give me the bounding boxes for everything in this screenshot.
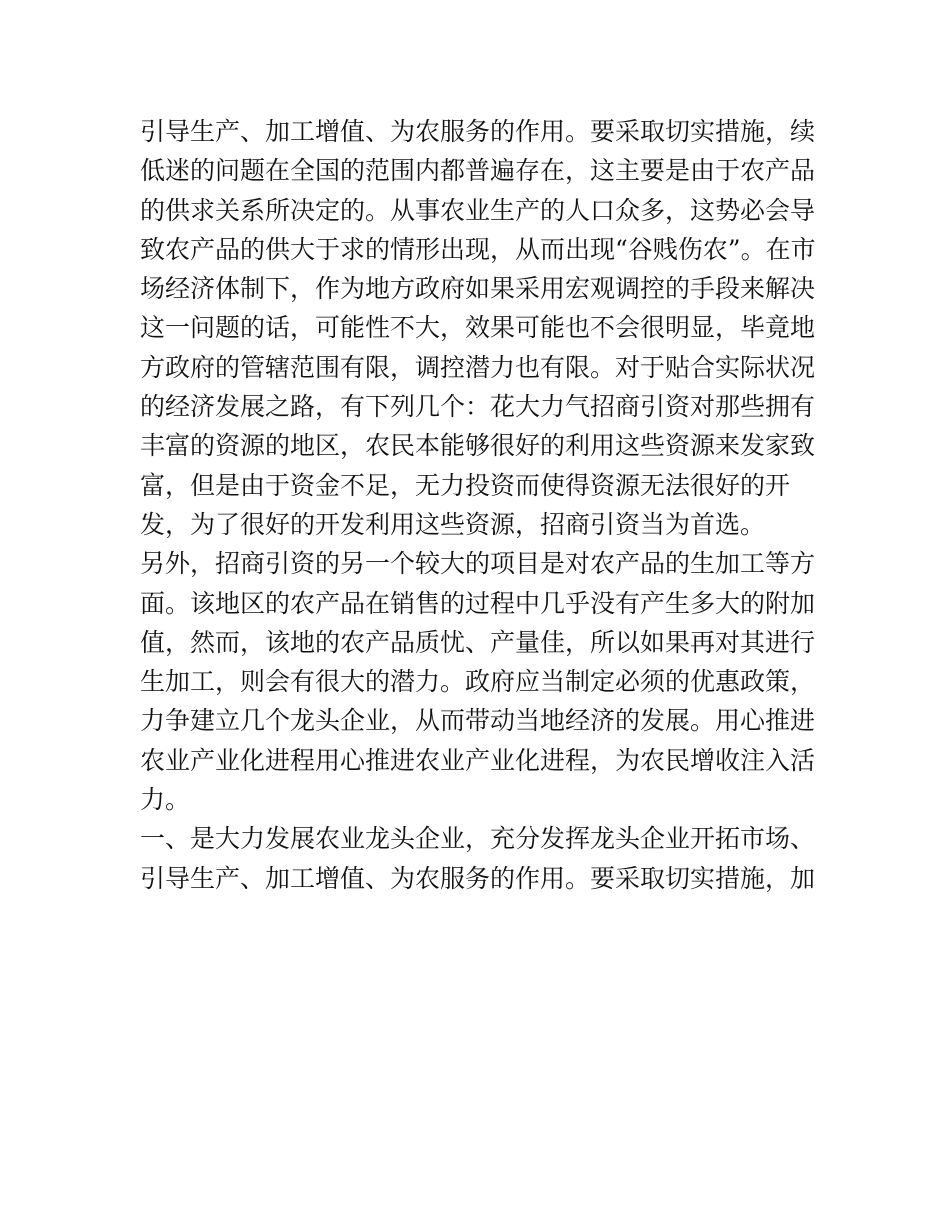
text-line: 力争建立几个龙头企业，从而带动当地经济的发展。用心推进 xyxy=(140,706,816,736)
text-line: 的供求关系所决定的。从事农业生产的人口众多，这势必会导 xyxy=(140,195,816,225)
text-line: 生加工，则会有很大的潜力。政府应当制定必须的优惠政策， xyxy=(140,667,816,697)
text-line: 这一问题的话，可能性不大，效果可能也不会很明显，毕竟地 xyxy=(140,313,816,343)
text-line: 富，但是由于资金不足，无力投资而使得资源无法很好的开 xyxy=(140,470,791,500)
text-line: 场经济体制下，作为地方政府如果采用宏观调控的手段来解决 xyxy=(140,274,816,304)
text-line: 引导生产、加工增值、为农服务的作用。要采取切实措施，加 xyxy=(140,863,816,893)
text-line: 引导生产、加工增值、为农服务的作用。要采取切实措施，续 xyxy=(140,117,816,146)
text-line: 丰富的资源的地区，农民本能够很好的利用这些资源来发家致 xyxy=(140,431,816,461)
text-line: 农业产业化进程用心推进农业产业化进程，为农民增收注入活 xyxy=(140,745,816,775)
document-body xyxy=(140,112,815,898)
text-line: 另外，招商引资的另一个较大的项目是对农产品的生加工等方 xyxy=(140,549,816,579)
text-line: 力。 xyxy=(140,785,191,815)
text-line: 发，为了很好的开发利用这些资源，招商引资当为首选。 xyxy=(140,509,766,539)
text-line: 的经济发展之路，有下列几个：花大力气招商引资对那些拥有 xyxy=(140,392,816,422)
text-line: 一、是大力发展农业龙头企业，充分发挥龙头企业开拓市场、 xyxy=(140,824,816,854)
text-line: 方政府的管辖范围有限，调控潜力也有限。对于贴合实际状况 xyxy=(140,352,816,382)
text-line: 值，然而，该地的农产品质忧、产量佳，所以如果再对其进行 xyxy=(140,627,816,657)
text-line: 面。该地区的农产品在销售的过程中几乎没有产生多大的附加 xyxy=(140,588,816,618)
text-line: 低迷的问题在全国的范围内都普遍存在，这主要是由于农产品 xyxy=(140,156,816,186)
text-line: 致农产品的供大于求的情形出现，从而出现“谷贱伤农”。在市 xyxy=(140,234,816,264)
